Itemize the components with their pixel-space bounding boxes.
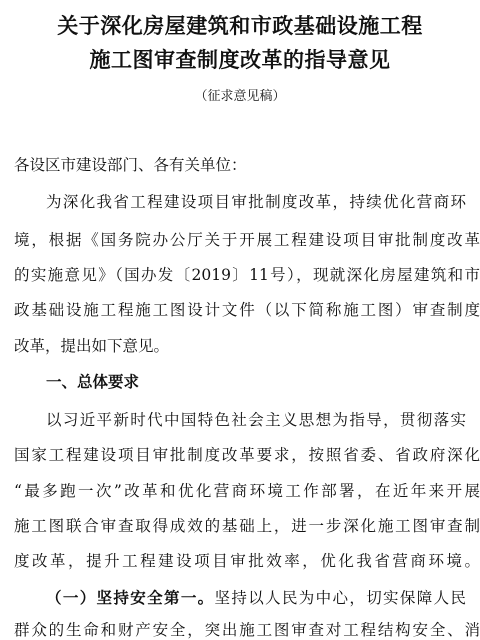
paragraph-1-line-4: 政基础设施工程施工图设计文件（以下简称施工图）审查制度 <box>14 301 480 319</box>
paragraph-2-line-5: 度改革，提升工程建设项目审批效率，优化我省营商环境。 <box>14 552 480 570</box>
paragraph-1-line-3: 的实施意见》（国办发〔2019〕11号），现就深化房屋建筑和市 <box>14 266 480 284</box>
paragraph-1-line-1: 为深化我省工程建设项目审批制度改革，持续优化营商环 <box>46 193 466 211</box>
document-title-line-1: 关于深化房屋建筑和市政基础设施工程 <box>57 14 423 38</box>
paragraph-1-line-2: 境，根据《国务院办公厅关于开展工程建设项目审批制度改革 <box>14 231 480 249</box>
paragraph-3-line-1: 群众的生命和财产安全，突出施工图审查对工程结构安全、消 <box>14 621 480 639</box>
document-subtitle: （征求意见稿） <box>194 89 286 104</box>
paragraph-2-line-3: “最多跑一次”改革和优化营商环境工作部署，在近年来开展 <box>14 482 480 500</box>
paragraph-1-line-5: 改革，提出如下意见。 <box>14 337 170 355</box>
paragraph-2-line-2: 国家工程建设项目审批制度改革要求，按照省委、省政府深化 <box>14 446 480 464</box>
document-title-line-2: 施工图审查制度改革的指导意见 <box>89 48 391 72</box>
item-1-text: 坚持以人民为中心，切实保障人民 <box>214 589 466 607</box>
addressee: 各设区市建设部门、各有关单位： <box>14 156 247 174</box>
item-1-line-1 <box>46 588 466 608</box>
item-1-label: （一）坚持安全第一。 <box>46 589 215 607</box>
section-1-heading: 一、总体要求 <box>46 373 140 391</box>
paragraph-2-line-4: 施工图联合审查取得成效的基础上，进一步深化施工图审查制 <box>14 517 480 535</box>
paragraph-2-line-1: 以习近平新时代中国特色社会主义思想为指导，贯彻落实 <box>46 411 466 429</box>
